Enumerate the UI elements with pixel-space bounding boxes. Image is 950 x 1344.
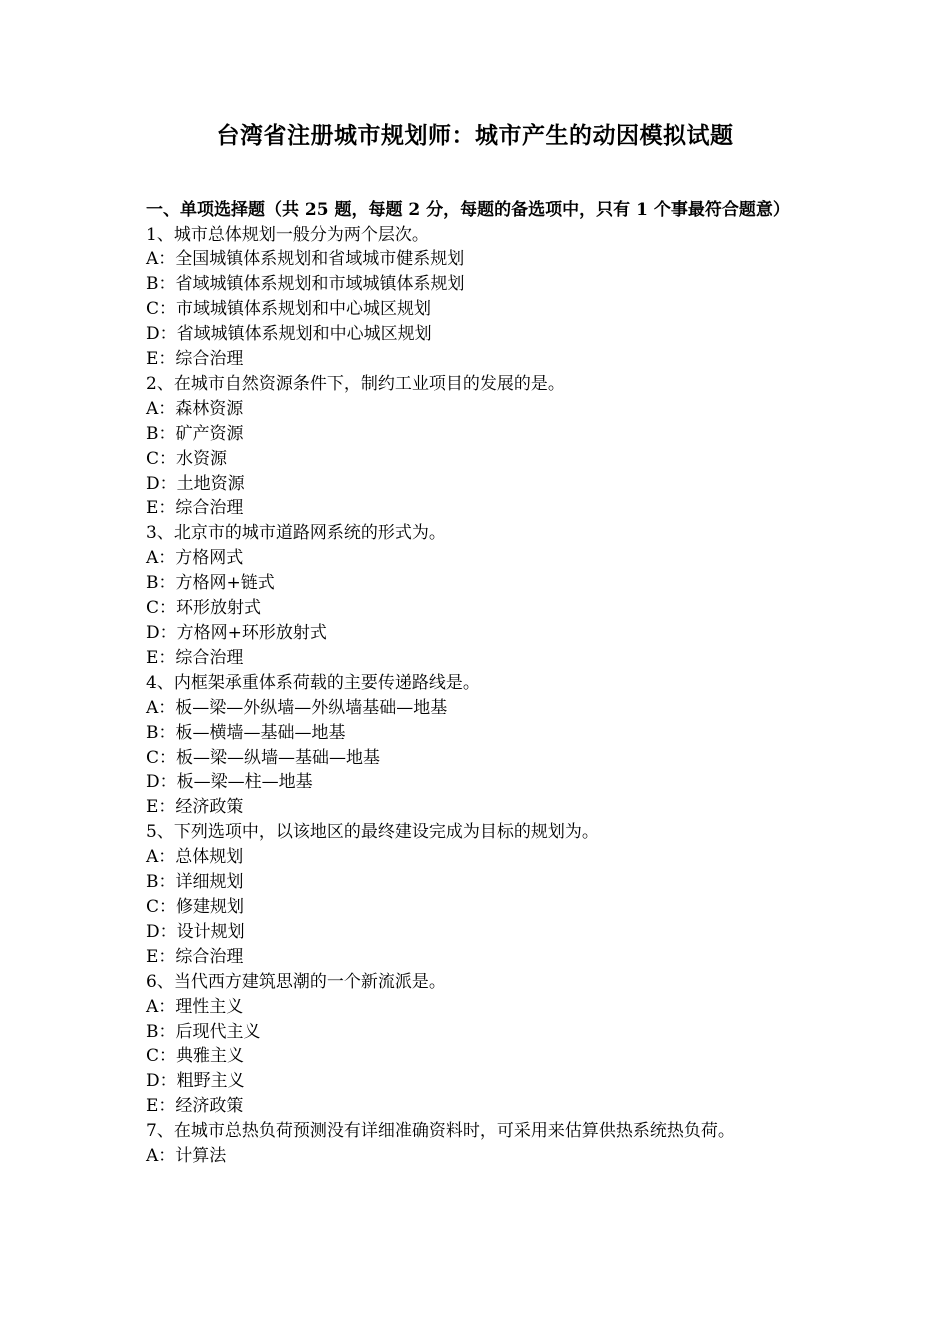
- option-line: D：方格网+环形放射式: [146, 623, 327, 643]
- question-line: 3、北京市的城市道路网系统的形式为。: [146, 523, 446, 544]
- option-line: D：设计规划: [146, 921, 245, 942]
- section-heading: 一、单项选择题（共 25 题，每题 2 分，每题的备选项中，只有 1 个事最符合题意）: [146, 200, 790, 220]
- option-line: B：板—横墙—基础—地基: [146, 722, 346, 743]
- option-line: A：计算法: [146, 1146, 227, 1167]
- option-line: A：理性主义: [146, 996, 244, 1017]
- option-line: E：综合治理: [146, 498, 244, 519]
- option-line: A：方格网式: [146, 548, 244, 569]
- option-line: B：矿产资源: [146, 423, 244, 444]
- question-list: [146, 223, 811, 1169]
- question-line: 4、内框架承重体系荷载的主要传递路线是。: [146, 672, 480, 693]
- question-line: 2、在城市自然资源条件下，制约工业项目的发展的是。: [146, 373, 565, 394]
- option-line: C：修建规划: [146, 896, 245, 917]
- option-line: C：板—梁—纵墙—基础—地基: [146, 747, 381, 768]
- question-line: 7、在城市总热负荷预测没有详细准确资料时，可采用来估算供热系统热负荷。: [146, 1121, 735, 1142]
- option-line: D：土地资源: [146, 473, 245, 494]
- option-line: E：综合治理: [146, 647, 244, 668]
- option-line: C：环形放射式: [146, 598, 262, 619]
- option-line: D：粗野主义: [146, 1071, 245, 1092]
- option-line: C：典雅主义: [146, 1046, 245, 1067]
- option-line: C：市域城镇体系规划和中心城区规划: [146, 299, 432, 320]
- option-line: A：板—梁—外纵墙—外纵墙基础—地基: [146, 697, 448, 718]
- question-line: 1、城市总体规划一般分为两个层次。: [146, 224, 429, 245]
- option-line: E：经济政策: [146, 1096, 244, 1117]
- question-line: 5、下列选项中，以该地区的最终建设完成为目标的规划为。: [146, 822, 599, 843]
- option-line: B：详细规划: [146, 872, 244, 893]
- option-line: B：方格网+链式: [146, 573, 275, 594]
- option-line: E：综合治理: [146, 349, 244, 370]
- page-title: 台湾省注册城市规划师：城市产生的动因模拟试题: [216, 122, 734, 149]
- option-line: D：板—梁—柱—地基: [146, 772, 313, 793]
- option-line: A：全国城镇体系规划和省域城市健系规划: [146, 249, 465, 270]
- question-line: 6、当代西方建筑思潮的一个新流派是。: [146, 971, 446, 992]
- option-line: A：总体规划: [146, 847, 244, 868]
- option-line: A：森林资源: [146, 398, 244, 419]
- option-line: D：省域城镇体系规划和中心城区规划: [146, 324, 432, 345]
- option-line: E：经济政策: [146, 797, 244, 818]
- option-line: E：综合治理: [146, 946, 244, 967]
- option-line: B：省域城镇体系规划和市域城镇体系规划: [146, 274, 465, 295]
- option-line: C：水资源: [146, 448, 228, 469]
- document-body: [146, 198, 811, 1169]
- option-line: B：后现代主义: [146, 1021, 261, 1042]
